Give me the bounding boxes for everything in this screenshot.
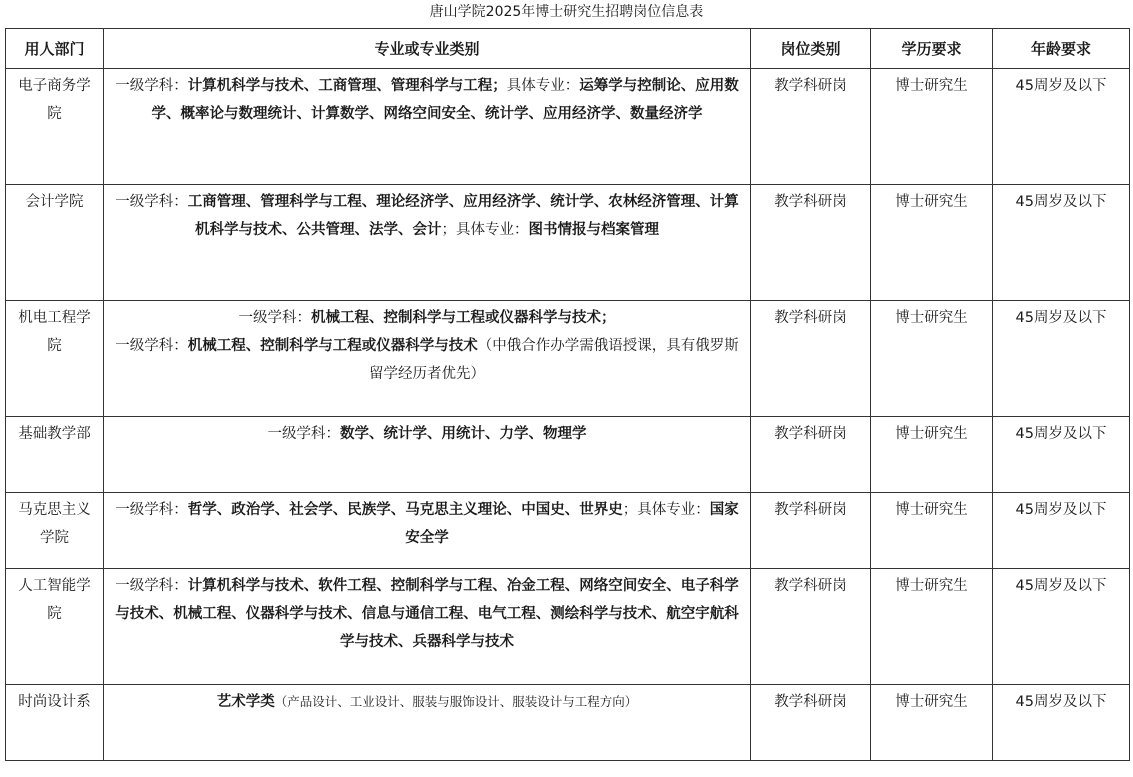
post-type-cell: 教学科研岗 <box>751 493 871 569</box>
table-body <box>6 69 1130 761</box>
major-text: ；具体专业： <box>441 222 529 238</box>
education-cell: 博士研究生 <box>871 69 993 185</box>
major-bold-text: 工商管理、管理科学与工程、理论经济学、应用经济学、统计学、农林经济管理、计算机科学与技术、公共管理、法学、会计 <box>187 194 739 238</box>
major-text: 具体专业： <box>506 78 580 94</box>
table-row <box>6 301 1130 417</box>
age-cell: 45周岁及以下 <box>993 185 1130 301</box>
post-type-cell: 教学科研岗 <box>751 301 871 417</box>
table-row <box>6 417 1130 493</box>
header-post: 岗位类别 <box>751 29 871 69</box>
dept-cell: 会计学院 <box>6 185 104 301</box>
education-cell: 博士研究生 <box>871 301 993 417</box>
major-bold-text: 国家安全学 <box>405 502 739 546</box>
major-text: 一级学科： <box>115 502 188 518</box>
header-age: 年龄要求 <box>993 29 1130 69</box>
major-text: （产品设计、工业设计、服装与服饰设计、服装设计与工程方向） <box>274 694 638 709</box>
major-cell <box>104 417 751 493</box>
major-cell <box>104 569 751 685</box>
age-cell: 45周岁及以下 <box>993 685 1130 761</box>
major-text: 一级学科： <box>238 310 311 326</box>
table-row <box>6 69 1130 185</box>
age-cell: 45周岁及以下 <box>993 417 1130 493</box>
recruitment-table <box>5 28 1130 761</box>
major-cell <box>104 685 751 761</box>
education-cell: 博士研究生 <box>871 417 993 493</box>
post-type-cell: 教学科研岗 <box>751 569 871 685</box>
major-text: 一级学科： <box>115 338 188 354</box>
major-bold-text: 哲学、政治学、社会学、民族学、马克思主义理论、中国史、世界史 <box>187 502 623 518</box>
header-dept: 用人部门 <box>6 29 104 69</box>
age-cell: 45周岁及以下 <box>993 69 1130 185</box>
education-cell: 博士研究生 <box>871 493 993 569</box>
major-bold-text: 运筹学与控制论、应用数学、概率论与数理统计、计算数学、网络空间安全、统计学、应用经济学、数量经济学 <box>151 78 739 122</box>
education-cell: 博士研究生 <box>871 185 993 301</box>
major-bold-text: 艺术学类 <box>216 694 275 710</box>
major-cell <box>104 69 751 185</box>
table-row <box>6 493 1130 569</box>
major-text: ；具体专业： <box>622 502 710 518</box>
dept-cell: 马克思主义学院 <box>6 493 104 569</box>
major-bold-text: 机械工程、控制科学与工程或仪器科学与技术 <box>187 338 478 354</box>
post-type-cell: 教学科研岗 <box>751 417 871 493</box>
major-line <box>110 332 744 388</box>
major-bold-text: 计算机科学与技术、工商管理、管理科学与工程； <box>187 78 507 94</box>
major-bold-text: 计算机科学与技术、软件工程、控制科学与工程、冶金工程、网络空间安全、电子科学与技术、机械工程、仪器科学与技术、信息与通信工程、电气工程、测绘科学与技术、航空宇航科学与技术、兵器科学与技术 <box>115 578 739 650</box>
page-title: 唐山学院2025年博士研究生招聘岗位信息表 <box>429 4 704 20</box>
education-cell: 博士研究生 <box>871 569 993 685</box>
age-cell: 45周岁及以下 <box>993 493 1130 569</box>
dept-cell: 机电工程学院 <box>6 301 104 417</box>
post-type-cell: 教学科研岗 <box>751 69 871 185</box>
major-bold-text: 机械工程、控制科学与工程或仪器科学与技术； <box>311 310 616 326</box>
major-cell <box>104 301 751 417</box>
education-cell: 博士研究生 <box>871 685 993 761</box>
table-row <box>6 185 1130 301</box>
major-text: 一级学科： <box>115 78 188 94</box>
major-text: 一级学科： <box>267 426 340 442</box>
table-row <box>6 569 1130 685</box>
header-major: 专业或专业类别 <box>104 29 751 69</box>
major-line <box>110 304 744 332</box>
major-text: 一级学科： <box>115 578 188 594</box>
dept-cell: 电子商务学院 <box>6 69 104 185</box>
post-type-cell: 教学科研岗 <box>751 185 871 301</box>
dept-cell: 人工智能学院 <box>6 569 104 685</box>
age-cell: 45周岁及以下 <box>993 569 1130 685</box>
header-education: 学历要求 <box>871 29 993 69</box>
major-text: 一级学科： <box>115 194 188 210</box>
major-bold-text: 图书情报与档案管理 <box>528 222 659 238</box>
dept-cell: 基础教学部 <box>6 417 104 493</box>
major-bold-text: 数学、统计学、用统计、力学、物理学 <box>340 426 587 442</box>
age-cell: 45周岁及以下 <box>993 301 1130 417</box>
major-cell <box>104 185 751 301</box>
post-type-cell: 教学科研岗 <box>751 685 871 761</box>
major-cell <box>104 493 751 569</box>
dept-cell: 时尚设计系 <box>6 685 104 761</box>
table-header-row <box>6 29 1130 69</box>
table-row <box>6 685 1130 761</box>
major-text: （中俄合作办学需俄语授课，具有俄罗斯留学经历者优先） <box>369 338 739 382</box>
